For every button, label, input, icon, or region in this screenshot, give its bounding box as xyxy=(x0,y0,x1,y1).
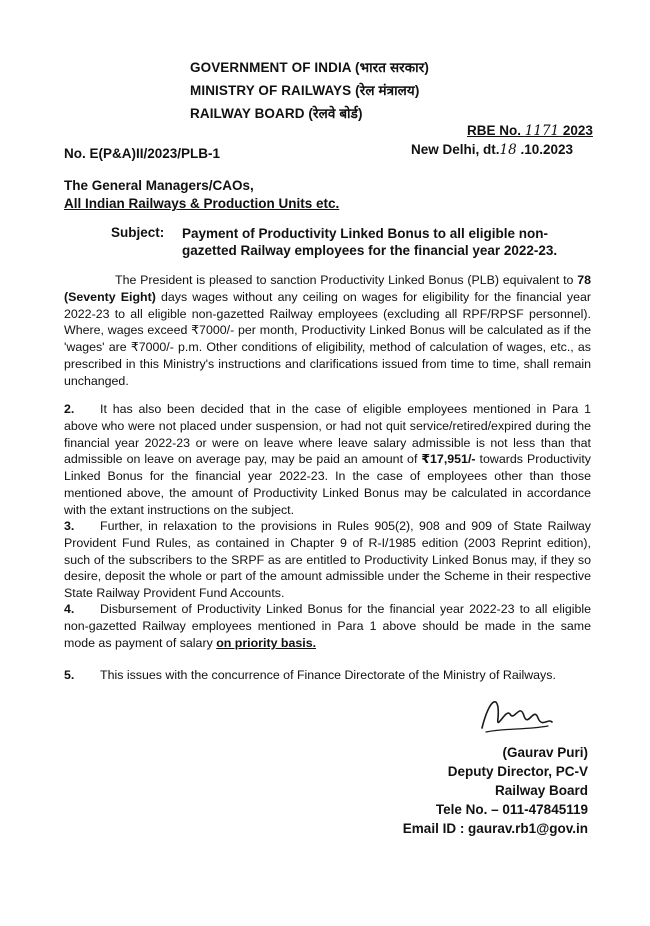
p5-text: This issues with the concurrence of Finance Directorate of the Ministry of Railways. xyxy=(100,668,556,682)
date-prefix: New Delhi, dt. xyxy=(411,142,500,157)
subject-text: Payment of Productivity Linked Bonus to all eligible non-gazetted Railway employees for the financial year 2022-23. xyxy=(182,226,558,258)
p2-text-c: towards Productivity Linked Bonus for the financial year 2022-23. In the case of employees other than those mentioned above, the amount of Productivity Linked Bonus may be calculated in accordance with the extant instructions on the subject. xyxy=(64,452,592,517)
rbe-handwritten-number: 1171 xyxy=(524,123,560,139)
signature-stroke xyxy=(482,702,552,728)
paragraph-2 xyxy=(64,401,591,519)
p4-text-a: Disbursement of Productivity Linked Bonus for the financial year 2022-23 to all eligible non-gazetted Railway employees mentioned in Para 1 above should be made in the same mode as payment of salary xyxy=(64,602,591,650)
signatory-office: Railway Board xyxy=(494,783,588,798)
date-rest: .10.2023 xyxy=(520,142,574,157)
p2-amount: ₹17,951/- xyxy=(421,452,476,467)
p3-text: Further, in relaxation to the provisions in Rules 905(2), 908 and 909 of State Railway Provident Fund Rules, as contained in Chapter 9 of R-I/1985 edition (2003 Reprint edition), such of the subscribers to the SRPF as are entitled to Productivity Linked Bonus may, if they so desire, deposit the whole or part of the amount admissible under the Scheme in their respective State Railway Provident Fund Accounts. xyxy=(64,519,591,601)
p5-number: 5. xyxy=(64,668,75,682)
header-board: RAILWAY BOARD (रेलवे बोर्ड) xyxy=(190,106,363,121)
paragraph-5 xyxy=(64,667,591,684)
rbe-prefix: RBE No. xyxy=(467,123,521,138)
letter-date xyxy=(411,142,573,158)
addressee-line2: All Indian Railways & Production Units etc. xyxy=(64,196,340,211)
signature-underline xyxy=(486,726,548,732)
date-day: 18 xyxy=(499,142,517,158)
signatory-email: Email ID : gaurav.rb1@gov.in xyxy=(402,821,588,836)
p1-text-c: days wages without any ceiling on wages for eligibility for the financial year 2022-23 to all eligible non-gazetted Railway employees (excluding all RPF/RPSF personnel). Where, wages exceed ₹7000/- per month, Productivity Linked Bonus will be calculated as if the 'wages' are ₹7000/- p.m. Other conditions of eligibility, method of calculation of wages, etc., as prescribed in this Ministry's instructions and clarifications issued from time to time, shall remain unchanged. xyxy=(64,289,591,388)
signature-block xyxy=(403,743,588,838)
header-ministry: MINISTRY OF RAILWAYS (रेल मंत्रालय) xyxy=(190,83,420,98)
p4-priority: on priority basis. xyxy=(216,635,317,650)
p4-number: 4. xyxy=(64,602,75,616)
paragraph-3 xyxy=(64,518,591,602)
paragraph-1 xyxy=(64,272,591,390)
signatory-phone: Tele No. – 011-47845119 xyxy=(435,802,588,817)
header-government: GOVERNMENT OF INDIA (भारत सरकार) xyxy=(190,60,429,75)
file-number: No. E(P&A)II/2023/PLB-1 xyxy=(64,146,221,161)
rbe-year: 2023 xyxy=(562,123,593,138)
signatory-name: (Gaurav Puri) xyxy=(502,745,588,760)
subject-label: Subject: xyxy=(111,225,165,240)
p1-days: 78 (Seventy Eight) xyxy=(64,273,591,304)
handwritten-signature xyxy=(476,688,556,740)
signatory-designation: Deputy Director, PC-V xyxy=(447,764,588,779)
p2-number: 2. xyxy=(64,402,75,416)
p2-text-a: It has also been decided that in the case of eligible employees mentioned in Para 1 above who were not placed under suspension, or had not quit service/retired/expired during the financial year 2022-23 or were on leave where leave salary admissible is not less than that admissible on leave on average pay, may be paid an amount of xyxy=(64,402,591,467)
p3-number: 3. xyxy=(64,519,75,533)
rbe-number xyxy=(467,123,593,139)
addressee-line1: The General Managers/CAOs, xyxy=(64,178,254,193)
paragraph-4 xyxy=(64,601,591,651)
p1-text-a: The President is pleased to sanction Productivity Linked Bonus (PLB) equivalent to xyxy=(115,273,578,287)
